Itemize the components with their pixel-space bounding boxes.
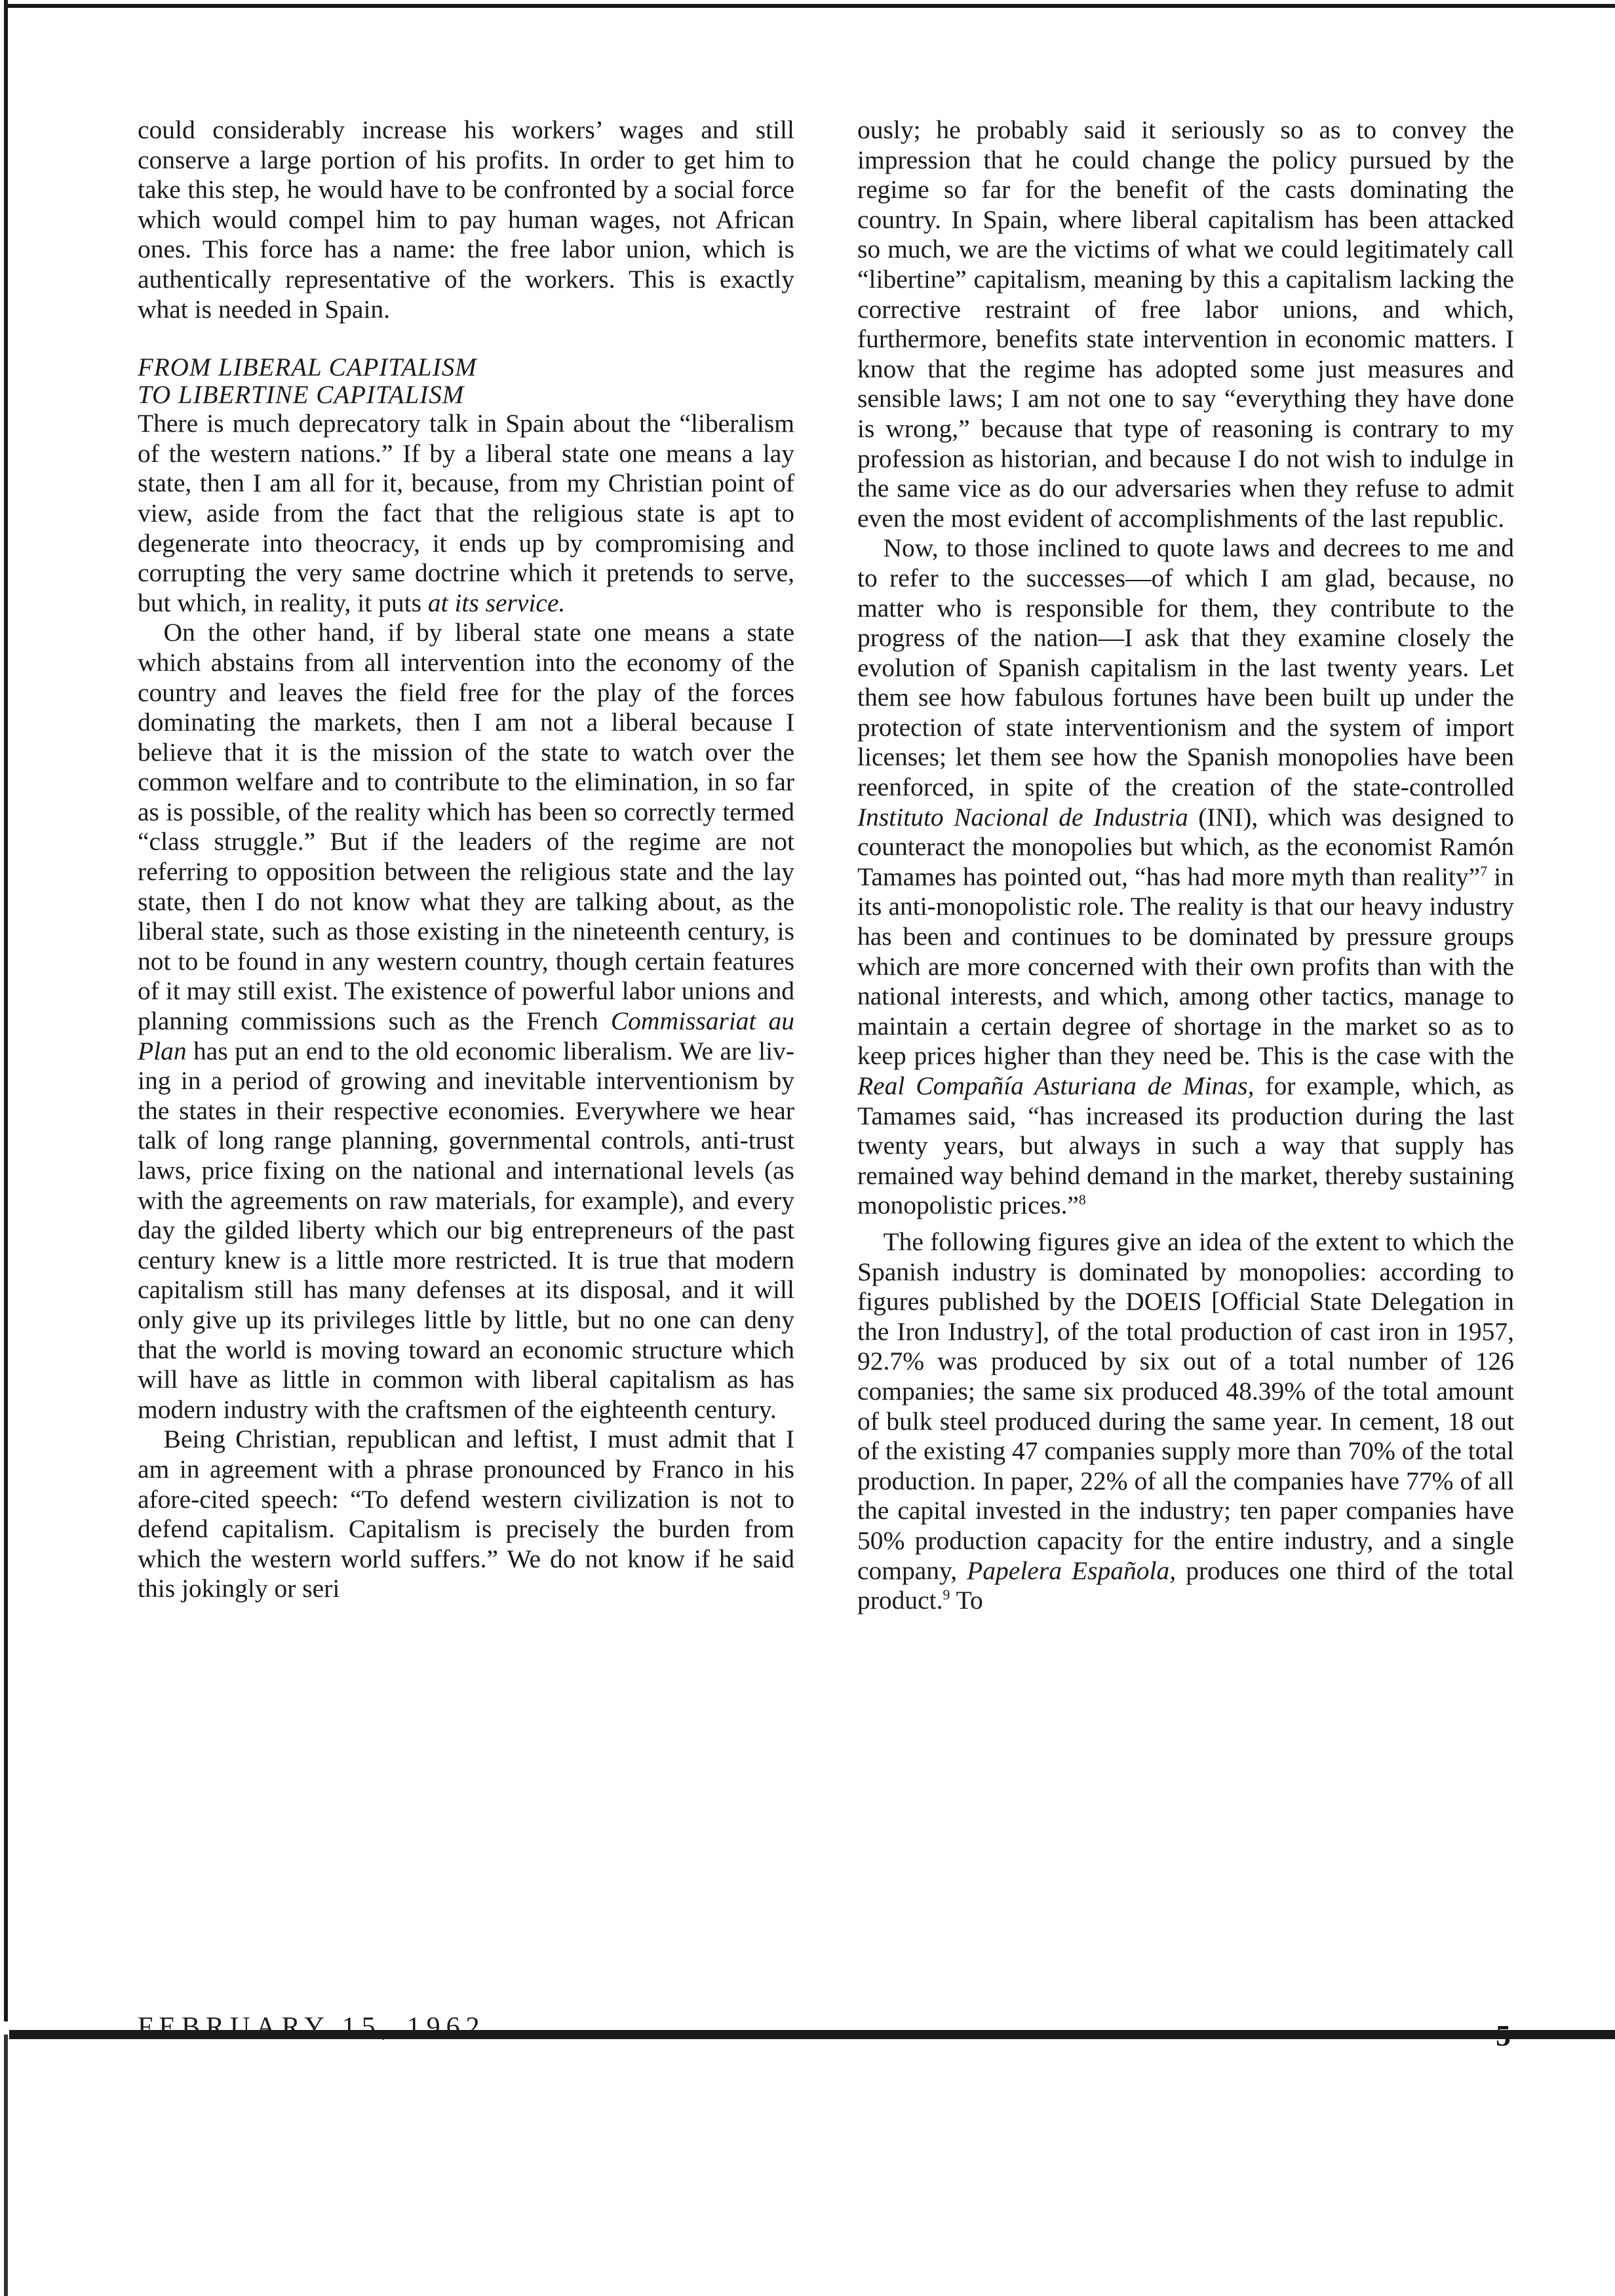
page-left-rule [4,0,8,2021]
italic-phrase: Instituto Nacional de Industria [857,802,1188,832]
section-heading [138,354,794,409]
italic-phrase: Real Compañía Asturiana de Minas, [857,1071,1255,1100]
paragraph-text: for example, which, as Tamames said, “has increased its production during the last twenty years, but always in such a way that supply has remained way behind demand in the market, thereby sustaining monopolistic prices.” [857,1071,1515,1220]
paragraph [857,1227,1514,1616]
left-column [138,115,794,1604]
paragraph [138,115,794,324]
paragraph-text: On the other hand, if by liberal state one means a state which abstains from all intervention into the economy of the country and leaves the field free for the play of the forces dominating the markets, then I am not a liberal because I believe that it is the mission of the state to watch over the common welfare and to contribute to the elimination, in so far as is possible, of the reality which has been so correctly termed “class struggle.” But if the leaders of the regime are not referring to opposition between the religious state and the lay state, then I do not know what they are talking about, as the liberal state, such as those existing in the nineteenth century, is not to be found in any western country, though certain features of it may still exist. The existence of powerful labor unions and planning commissions such as the French [138,618,794,1036]
section-heading-line: FROM LIBERAL CAPITALISM [138,353,477,382]
paragraph [138,409,794,618]
paragraph-text: ously; he probably said it seriously so as to convey the impression that he could change the policy pursued by the regime so far for the benefit of the casts dominating the country. In Spain, where liberal capitalism has been attacked so much, we are the victims of what we could legitimately call “libertine” capitalism, meaning by this a capitalism lacking the corrective restraint of free labor unions, and which, furthermore, benefits state intervention in economic matters. I know that the regime has adopted some just measures and sensible laws; I am not one to say “everything they have done is wrong,” because that type of reasoning is contrary to my profession as historian, and because I do not wish to indulge in the same vice as do our adversaries when they refuse to admit even the most evident of accomplishments of the last republic. [857,115,1514,533]
italic-phrase: Papelera Española, [967,1556,1177,1585]
paragraph-text: Being Christian, republican and leftist, I must admit that I am in agreement with a phrase pronounced by Franco in his afore-cited speech: “To defend western civilization is not to defend capitalism. Capitalism is precisely the burden from which the western world suffers.” We do not know if he said this jokingly or seri [138,1425,794,1603]
page-top-rule [7,4,1615,8]
paragraph [857,115,1514,533]
italic-phrase: at its service. [427,588,566,617]
section-heading-line: TO LIBERTINE CAPITALISM [138,381,465,410]
paragraph-text: in its anti-monopolistic role. The reality is that our heavy industry has been and continues to be dominated by pressure groups which are more concerned with their own profits than with the national interests, and which, among other tactics, manage to maintain a certain degree of shortage in the market so as to keep prices higher than they need be. This is the case with the [857,862,1515,1071]
paragraph-text: (INI), which was designed to counteract the monopolies but which, as the economist Ramón Tamames has pointed out, “has had more myth than reality” [857,802,1514,891]
paragraph-text: produces one third of the total product. [857,1556,1515,1615]
paragraph-text: To [956,1586,983,1615]
paragraph [138,618,794,1425]
page-number: 5 [1496,2019,1511,2052]
paragraph-text: There is much deprecatory talk in Spain about the “liberalism of the western nations.” If by a liberal state one means a lay state, then I am all for it, because, from my Christian point of view, aside from the fact that the religious state is apt to degenerate into theocracy, it ends up by compromising and corrupting the very same doctrine which it pretends to serve, but which, in reality, it puts [138,409,794,617]
paragraph [857,533,1514,1221]
footer-date: FEBRUARY 15, 1962 [138,2012,486,2042]
paragraph-text: could considerably increase his workers’ wages and still conserve a large portion of his profits. In order to get him to take this step, he would have to be confronted by a social force which would compel him to pay human wages, not African ones. This force has a name: the free labor union, which is authentically representative of the workers. This is exactly what is needed in Spain. [138,115,794,324]
paragraph [138,1425,794,1604]
footnote-marker: 7 [1480,863,1488,879]
paragraph-text: Now, to those inclined to quote laws and decrees to me and to refer to the successes—of which I am glad, because, no matter who is responsible for them, they contribute to the progress of the nation—I ask that they examine closely the evolution of Spanish capitalism in the last twenty years. Let them see how fabulous fortunes have been built up under the protection of state interventionism and the system of import licenses; let them see how the Spanish monopolies have been reenforced, in spite of the creation of the state-controlled [857,533,1514,802]
paragraph-text: has put an end to the old economic liberalism. We are living in a period of growing and inevitable interventionism by the states in their respective economies. Everywhere we hear talk of long range planning, governmental controls, anti-trust laws, price fixing on the national and international levels (as with the agreements on raw materials, for example), and every day the gilded liberty which our big entrepreneurs of the past century knew is a little more restricted. It is true that modern capitalism still has many defenses at its disposal, and it will only give up its privileges little by little, but no one can deny that the world is moving toward an economic structure which will have as little in common with liberal capitalism as has modern industry with the craftsmen of the eighteenth century. [138,1036,795,1424]
footnote-marker: 8 [1078,1192,1086,1208]
footnote-marker: 9 [943,1586,950,1603]
page-bottom-left-rule [4,2035,8,2296]
right-column [857,115,1514,1616]
italic-phrase: Commissariat au Plan [138,1006,795,1065]
paragraph-text: The following figures give an idea of the extent to which the Spanish industry is dominated by monopolies: according to figures published by the DOEIS [Official State Delegation in the Iron Industry], of the total production of cast iron in 1957, 92.7% was produced by six out of a total number of 126 companies; the same six produced 48.39% of the total amount of bulk steel produced during the same year. In cement, 18 out of the existing 47 companies supply more than 70% of the total production. In paper, 22% of all the companies have 77% of all the capital invested in the industry; ten paper companies have 50% production capacity for the entire industry, and a single company, [857,1227,1514,1585]
